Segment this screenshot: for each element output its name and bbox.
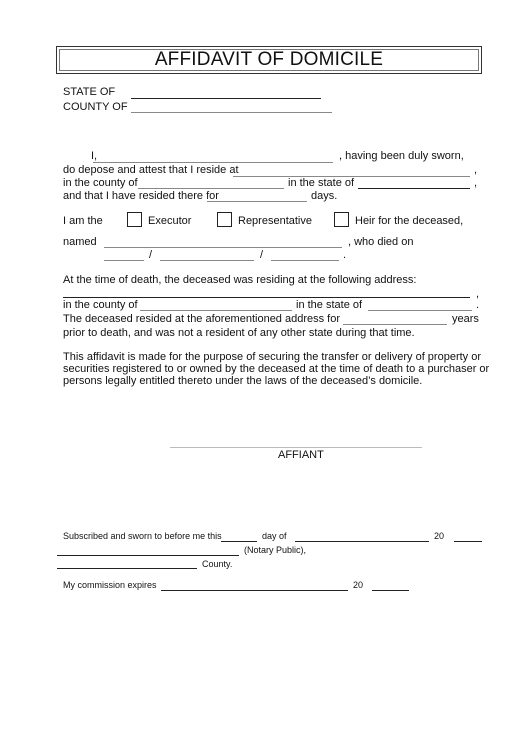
day-of-text: day of: [262, 531, 287, 541]
county-text-notary: County.: [202, 559, 233, 569]
state-period: .: [476, 299, 480, 311]
prior-to-death-text: prior to death, and was not a resident of any other state during that time.: [63, 327, 415, 339]
days-field[interactable]: [207, 201, 307, 202]
deceased-name-field[interactable]: [104, 247, 342, 248]
date-slash-1: /: [149, 249, 153, 261]
deceased-county-field[interactable]: [140, 310, 292, 311]
affiant-county-field[interactable]: [138, 188, 284, 189]
affiant-name-field[interactable]: [93, 162, 333, 163]
reside-text: do depose and attest that I reside at: [63, 164, 239, 176]
notary-public-text: (Notary Public),: [244, 545, 307, 555]
died-on-text: , who died on: [348, 236, 414, 248]
date-slash-2: /: [260, 249, 264, 261]
comma-2: ,: [474, 177, 478, 189]
state-text: in the state of: [288, 177, 355, 189]
address-comma: ,: [476, 288, 480, 300]
years-field[interactable]: [343, 324, 447, 325]
subscribed-text: Subscribed and sworn to before me this: [63, 531, 222, 541]
county-text: in the county of: [63, 177, 138, 189]
commission-year-field[interactable]: [372, 590, 409, 591]
sworn-month-field[interactable]: [295, 541, 429, 542]
commission-text: My commission expires: [63, 580, 157, 590]
representative-checkbox[interactable]: [217, 212, 232, 227]
i-am-the-label: I am the: [63, 215, 103, 227]
notary-county-field[interactable]: [57, 568, 197, 569]
comma-1: ,: [474, 164, 478, 176]
purpose-line-1: This affidavit is made for the purpose of securing the transfer or delivery of property or: [63, 351, 481, 363]
notary-public-field[interactable]: [57, 555, 239, 556]
time-of-death-text: At the time of death, the deceased was residing at the following address:: [63, 274, 417, 286]
deceased-state-text: in the state of: [296, 299, 363, 311]
executor-label: Executor: [148, 215, 192, 227]
affiant-state-field[interactable]: [358, 188, 470, 189]
county-field[interactable]: [131, 112, 332, 113]
named-label: named: [63, 236, 97, 248]
i-label: I,: [91, 150, 98, 162]
sworn-day-field[interactable]: [221, 541, 257, 542]
days-text: days.: [311, 190, 338, 202]
sworn-year-field[interactable]: [454, 541, 482, 542]
sworn-text: , having been duly sworn,: [339, 150, 464, 162]
year-prefix-2: 20: [353, 580, 364, 590]
years-text: years: [452, 313, 479, 325]
commission-expires-field[interactable]: [161, 590, 348, 591]
deceased-state-field[interactable]: [368, 310, 472, 311]
deceased-address-field[interactable]: [63, 297, 470, 298]
death-day-field[interactable]: [160, 260, 254, 261]
affiant-label: AFFIANT: [278, 449, 324, 461]
death-year-field[interactable]: [271, 260, 339, 261]
state-field[interactable]: [131, 98, 321, 99]
affiant-signature-field[interactable]: [170, 447, 422, 448]
date-period: .: [343, 249, 347, 261]
document-title: AFFIDAVIT OF DOMICILE: [154, 49, 384, 70]
resided-text: and that I have resided there for: [63, 190, 219, 202]
deceased-county-text: in the county of: [63, 299, 138, 311]
deceased-resided-text: The deceased resided at the aforementioned address for: [63, 313, 341, 325]
heir-label: Heir for the deceased,: [355, 215, 464, 227]
year-prefix-1: 20: [434, 531, 445, 541]
executor-checkbox[interactable]: [127, 212, 142, 227]
purpose-line-3: persons legally entitled thereto under the laws of the deceased’s domicile.: [63, 375, 423, 387]
death-month-field[interactable]: [104, 260, 144, 261]
purpose-line-2: securities registered to or owned by the deceased at the time of death to a purchaser or: [63, 363, 490, 375]
title-box: [56, 46, 482, 74]
state-label: STATE OF: [63, 86, 116, 98]
county-label: COUNTY OF: [63, 101, 128, 113]
representative-label: Representative: [238, 215, 312, 227]
heir-checkbox[interactable]: [334, 212, 349, 227]
